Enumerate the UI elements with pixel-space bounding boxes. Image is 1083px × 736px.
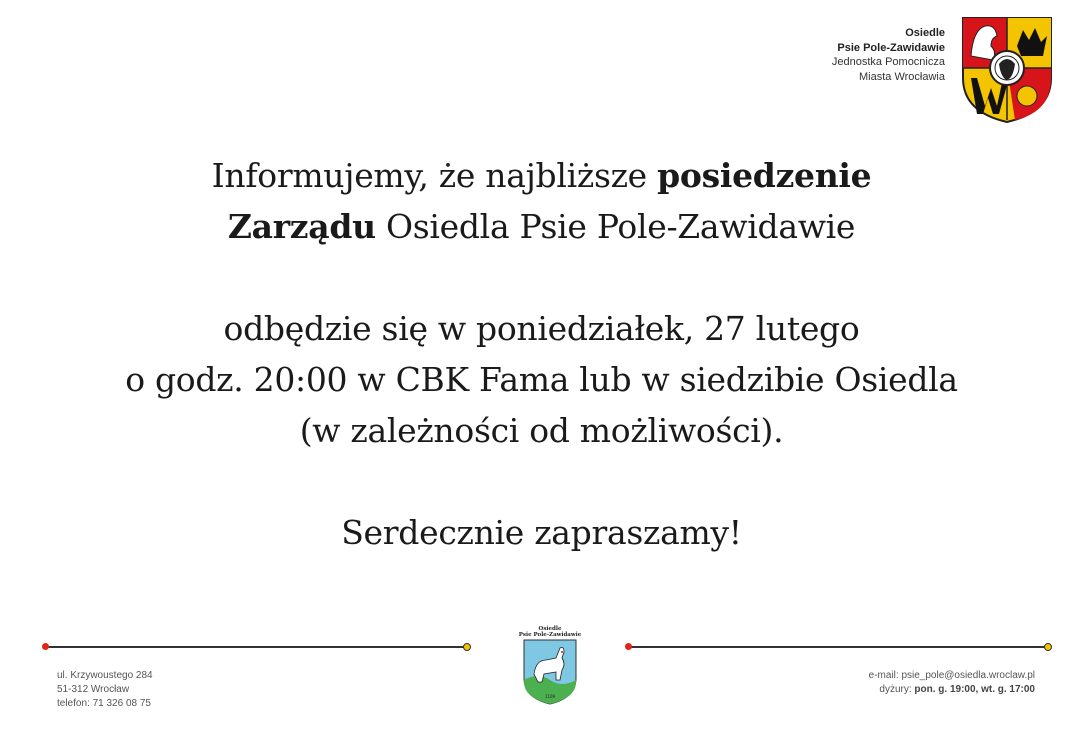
spacer: [0, 252, 1083, 303]
announcement-line-2-text: Osiedla Psie Pole-Zawidawie: [375, 207, 856, 246]
announcement-line-1: [0, 150, 1083, 201]
announcement-line-date: odbędzie się w poniedziałek, 27 lutego: [223, 309, 860, 348]
footer-address: [57, 669, 153, 711]
header-line-osiedle: Osiedle: [905, 27, 945, 39]
announcement-text: [0, 150, 1083, 558]
spacer: [0, 456, 1083, 507]
footer-dot-red-left: [42, 643, 49, 650]
footer-duty: [869, 683, 1035, 697]
footer-postal: 51-312 Wrocław: [57, 684, 130, 695]
announcement-line-2-bold: Zarządu: [227, 207, 376, 246]
osiedle-emblem-dog-icon: [518, 624, 582, 706]
footer-duty-label: dyżury:: [879, 684, 915, 695]
footer-divider-right: [628, 646, 1048, 648]
footer-phone: telefon: 71 326 08 75: [57, 698, 151, 709]
announcement-line-2: [0, 201, 1083, 252]
announcement-line-note: (w zależności od możliwości).: [299, 411, 784, 450]
emblem-title-1: Osiedle: [538, 626, 562, 632]
footer-dot-yellow-left: [463, 643, 471, 651]
announcement-line-invitation: Serdecznie zapraszamy!: [341, 513, 742, 552]
footer-email: e-mail: psie_pole@osiedla.wroclaw.pl: [868, 670, 1035, 681]
header-line-name: Psie Pole-Zawidawie: [837, 41, 945, 54]
header-title-block: [832, 26, 945, 84]
footer-contact: [869, 669, 1035, 697]
footer-dot-red-right: [625, 643, 632, 650]
emblem-title-2: Psie Pole-Zawidawie: [518, 632, 582, 638]
header-line-unit: Jednostka Pomocnicza: [831, 56, 945, 68]
wroclaw-coat-of-arms-icon: [961, 16, 1053, 124]
footer-duty-hours: pon. g. 19:00, wt. g. 17:00: [914, 684, 1035, 695]
announcement-line-1-text: Informujemy, że najbliższe: [211, 156, 658, 195]
announcement-line-time-place: o godz. 20:00 w CBK Fama lub w siedzibie Osiedla: [125, 360, 958, 399]
footer-dot-yellow-right: [1044, 643, 1052, 651]
footer-divider-left: [45, 646, 466, 648]
announcement-line-1-bold: posiedzenie: [657, 156, 872, 195]
footer-street: ul. Krzywoustego 284: [57, 670, 153, 681]
emblem-year: 1109: [544, 694, 556, 699]
header-line-city: Miasta Wrocławia: [859, 70, 945, 83]
